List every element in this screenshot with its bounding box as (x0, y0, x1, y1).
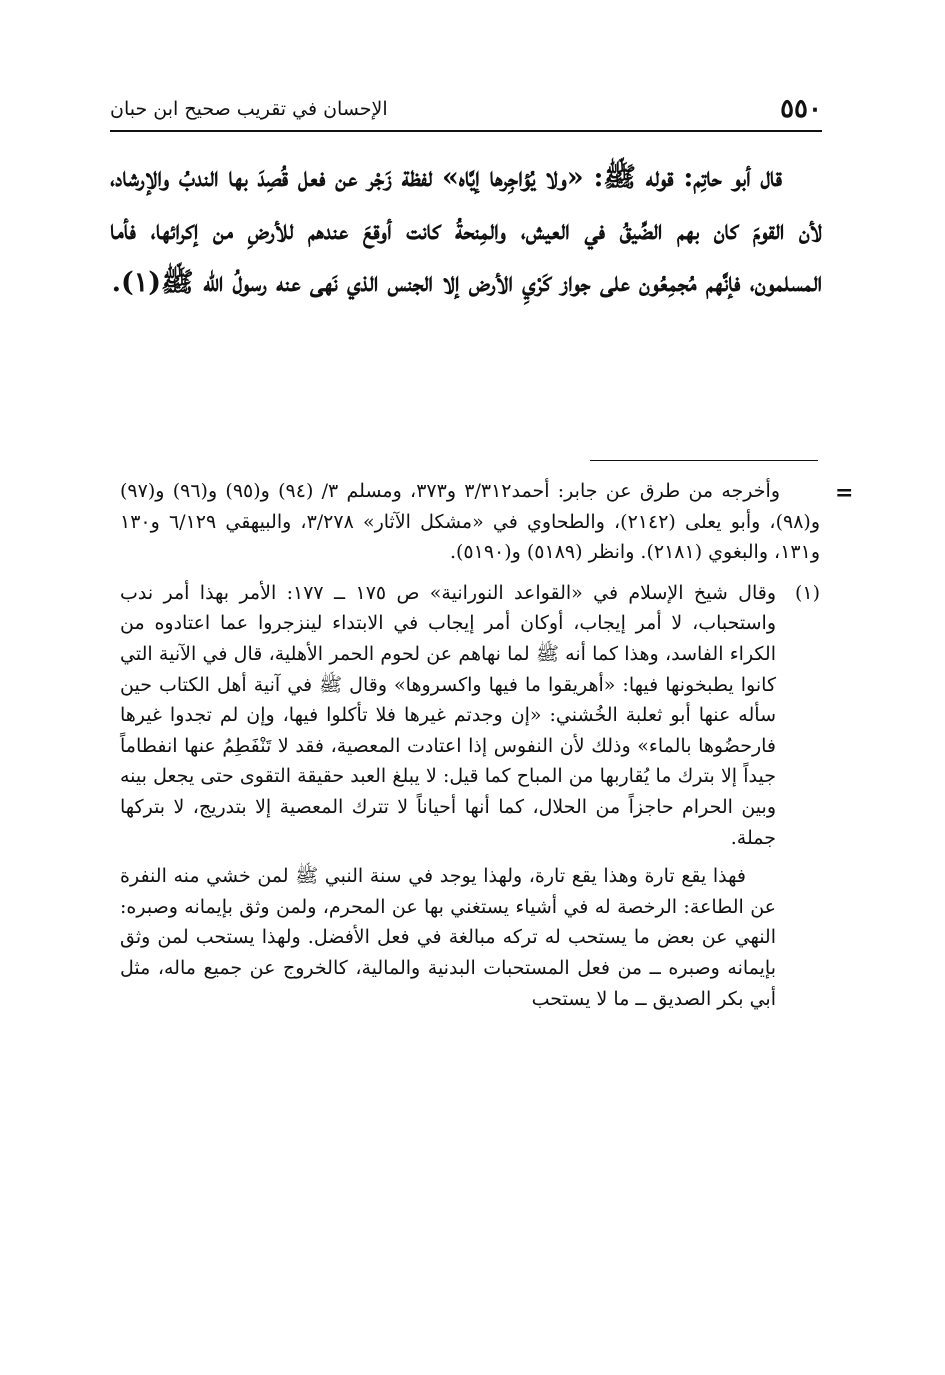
header-divider (110, 130, 822, 132)
main-paragraph: قال أبو حاتِم: قوله ﷺ: «ولا يُؤاجِرها إيَّاه» لفظة زَجْر عن فعل قُصِدَ بها الندبُ والإرشاد، لأن القومَ كان بهم الضِّيقُ في العيش، والمِنحةُ كانت أوقعَ عندهم للأرضِ من إكرائها، فأما المسلمون، فإنَّهم مُجمِعُون على جواز كَرْيِ الأرض إلا الجنس الذي نَهى عنه رسولُ الله ﷺ(١). (110, 162, 822, 298)
footnote-1 (120, 578, 820, 1014)
running-title: الإحسان في تقريب صحيح ابن حبان (110, 98, 388, 120)
footnote-separator (590, 460, 818, 461)
footnote-1-paragraph-1: وقال شيخ الإسلام في «القواعد النورانية» ص ١٧٥ ــ ١٧٧: الأمر بهذا أمر ندب واستحباب، لا أمر إيجاب، أوكان أمر إيجاب في الابتداء لينزجروا عما اعتادوه من الكراء الفاسد، وهذا كما أنه ﷺ لما نهاهم عن لحوم الحمر الأهلية، قال في الآنية التي كانوا يطبخونها فيها: «أهريقوا ما فيها واكسروها» وقال ﷺ في آنية أهل الكتاب حين سأله عنها أبو ثعلبة الخُشني: «إن وجدتم غيرها فلا تأكلوا فيها، وإن لم تجدوا غيرها فارحضُوها بالماء» وذلك لأن النفوس إذا اعتادت المعصية، فقد لا تَنْفَطِمُ عنها انفطاماً جيداً إلا بترك ما يُقاربها من المباح كما قيل: لا يبلغ العبد حقيقة التقوى حتى يجعل بينه وبين الحرام حاجزاً من الحلال، كما أنها أحياناً لا تترك المعصية إلا بتدريج، لا بتركها جملة. (120, 581, 777, 849)
footnote-continuation-mark: = (835, 480, 854, 506)
page-header (110, 92, 822, 128)
footnote-1-paragraph-2: فهذا يقع تارة وهذا يقع تارة، ولهذا يوجد في سنة النبي ﷺ لمن خشي منه النفرة عن الطاعة: الرخصة له في أشياء يستغني بها عن المحرم، ولمن وثق بإيمانه وصبره: النهي عن بعض ما يستحب له تركه مبالغة في فعل الأفضل. ولهذا يستحب لمن وثق بإيمانه وصبره ــ من فعل المستحبات البدنية والمالية، كالخروج عن جميع ماله، مثل أبي بكر الصديق ــ ما لا يستحب (120, 865, 776, 1010)
footnote-continuation: وأخرجه من طرق عن جابر: أحمد٣/٣١٢ و٣٧٣، ومسلم ٣/ (٩٤) و(٩٥) و(٩٦) و(٩٧) و(٩٨)، وأبو يعلى (٢١٤٢)، والطحاوي في «مشكل الآثار» ٣/٢٧٨، والبيهقي ٦/١٢٩ و١٣٠ و١٣١، والبغوي (٢١٨١). وانظر (٥١٨٩) و(٥١٩٠). (120, 480, 820, 564)
main-text-block (110, 152, 822, 310)
footnotes-block (120, 476, 820, 1014)
footnote-number: (١) (794, 581, 820, 604)
page-number: ٥٥٠ (780, 94, 822, 124)
